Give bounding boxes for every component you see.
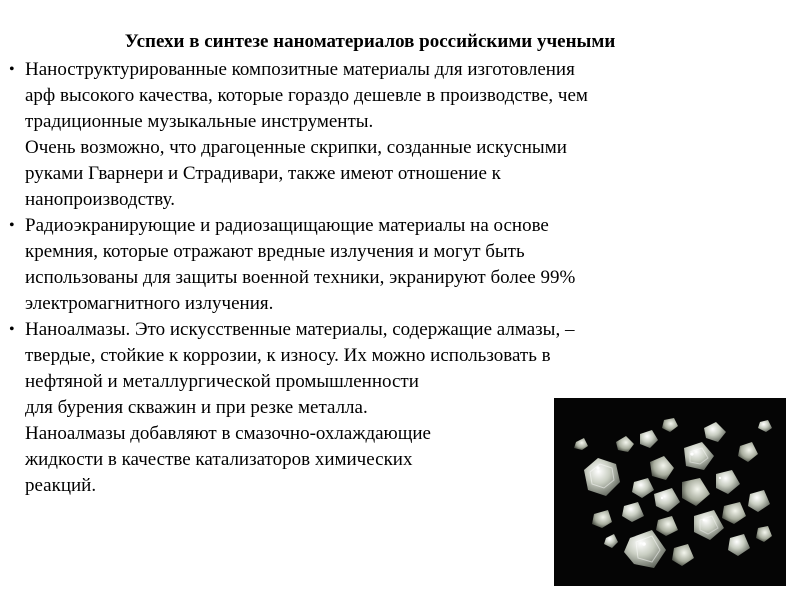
bullet-line: традиционные музыкальные инструменты. — [25, 111, 374, 132]
bullet-line: реакций. — [25, 475, 97, 496]
bullet-line: • Радиоэкранирующие и радиозащищающие материалы на основе — [8, 213, 688, 239]
bullet-item — [8, 57, 688, 213]
slide-title: Успехи в синтезе наноматериалов российскими учеными — [124, 31, 616, 52]
bullet-dot: • — [9, 321, 15, 338]
bullet-line: руками Гварнери и Страдивари, также имеют отношение к — [25, 163, 501, 184]
bullet-line: • Наноалмазы. Это искусственные материалы, содержащие алмазы, – — [8, 317, 688, 343]
bullet-item — [8, 213, 688, 317]
bullet-line: использованы для защиты военной техники, экранируют более 99% — [25, 267, 576, 288]
bullet-line: жидкости в качестве катализаторов химических — [25, 449, 413, 470]
bullet-line: для бурения скважин и при резке металла. — [25, 397, 368, 418]
bullet-dot: • — [9, 217, 15, 234]
bullet-line: твердые, стойкие к коррозии, к износу. Их можно использовать в — [25, 345, 551, 366]
bullet-line: арф высокого качества, которые гораздо дешевле в производстве, чем — [25, 85, 588, 106]
bullet-line: электромагнитного излучения. — [25, 293, 274, 314]
bullet-dot: • — [9, 61, 15, 78]
diamonds-photo — [554, 398, 786, 586]
bullet-line: нанопроизводству. — [25, 189, 175, 210]
bullet-line: кремния, которые отражают вредные излучения и могут быть — [25, 241, 525, 262]
bullet-line: • Наноструктурированные композитные материалы для изготовления — [8, 57, 688, 83]
bullet-line: нефтяной и металлургической промышленности — [25, 371, 419, 392]
diamonds-illustration — [554, 398, 786, 586]
bullet-line: Наноалмазы добавляют в смазочно-охлаждающие — [25, 423, 431, 444]
bullet-line: Очень возможно, что драгоценные скрипки, созданные искусными — [25, 137, 567, 158]
